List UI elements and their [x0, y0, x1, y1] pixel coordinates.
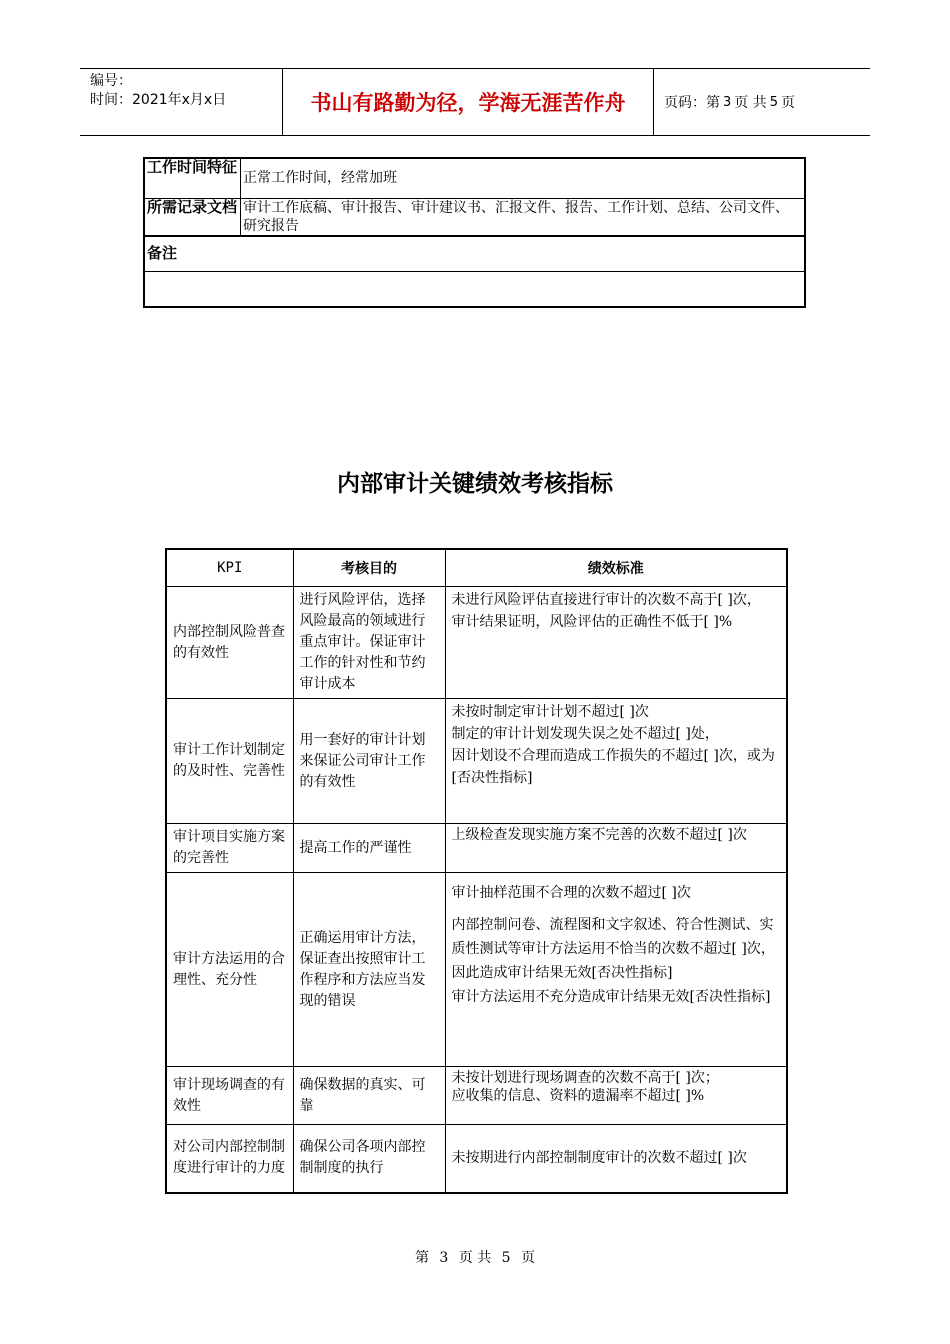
- table-row: [166, 587, 787, 699]
- table-row: [166, 1067, 787, 1125]
- document-number-label: 编号：: [90, 73, 132, 89]
- page-prefix: 页码：第: [664, 95, 720, 111]
- kpi-purpose: 提高工作的严谨性: [293, 824, 445, 873]
- standard-line: 审计结果证明，风险评估的正确性不低于[ ]%: [451, 614, 733, 630]
- page-footer: [0, 1247, 950, 1267]
- row-value: [241, 158, 806, 198]
- table-row: [166, 824, 787, 873]
- standard-line: 制定的审计计划发现失误之处不超过[ ]处，: [451, 726, 719, 742]
- kpi-name: 审计现场调查的有效性: [166, 1067, 293, 1125]
- kpi-standard: [445, 824, 787, 873]
- kpi-purpose: 进行风险评估，选择风险最高的领域进行重点审计。保证审计工作的针对性和节约审计成本: [293, 587, 445, 699]
- column-header-purpose: 考核目的: [293, 549, 445, 587]
- kpi-name: 审计工作计划制定的及时性、完善性: [166, 699, 293, 824]
- row-label: 所需记录文档: [144, 198, 241, 236]
- remark-value: [144, 271, 805, 307]
- kpi-name: 内部控制风险普查的有效性: [166, 587, 293, 699]
- row-value: 审计工作底稿、审计报告、审计建议书、汇报文件、报告、工作计划、总结、公司文件、研究报告: [241, 198, 806, 236]
- header-page-number: [654, 69, 870, 135]
- kpi-purpose: 确保数据的真实、可靠: [293, 1067, 445, 1125]
- kpi-standard: [445, 1067, 787, 1125]
- standard-line: 未按期进行内部控制制度审计的次数不超过[ ]次: [451, 1149, 747, 1166]
- page-total: 5: [769, 94, 779, 110]
- kpi-name: 审计项目实施方案的完善性: [166, 824, 293, 873]
- page-current: 3: [723, 94, 732, 110]
- table-row: [166, 699, 787, 824]
- standard-line: 审计抽样范围不合理的次数不超过[ ]次: [451, 885, 691, 901]
- standard-line: 应收集的信息、资料的遗漏率不超过[ ]%: [451, 1088, 705, 1104]
- footer-suffix: 页: [521, 1250, 536, 1266]
- kpi-purpose: 确保公司各项内部控制制度的执行: [293, 1125, 445, 1193]
- footer-total: 5: [501, 1250, 511, 1266]
- table-row: [144, 236, 805, 271]
- standard-line: 审计方法运用不充分造成审计结果无效[否决性指标]: [451, 989, 771, 1005]
- kpi-standard: [445, 587, 787, 699]
- kpi-standard: [445, 699, 787, 824]
- standard-line: 未进行风险评估直接进行审计的次数不高于[ ]次，: [451, 592, 761, 608]
- standard-line: 未按计划进行现场调查的次数不高于[ ]次；: [451, 1070, 719, 1086]
- section-title: 内部审计关键绩效考核指标: [337, 471, 613, 497]
- kpi-name: 对公司内部控制制度进行审计的力度: [166, 1125, 293, 1193]
- kpi-purpose: 正确运用审计方法，保证查出按照审计工作程序和方法应当发现的错误: [293, 873, 445, 1067]
- table-row: [144, 271, 805, 307]
- footer-current: 3: [439, 1250, 449, 1266]
- column-header-kpi: KPI: [166, 549, 293, 587]
- job-info-table: [143, 157, 806, 308]
- document-date: 时间：2021年x月x日: [90, 92, 227, 108]
- page-suffix: 页: [781, 95, 796, 111]
- kpi-purpose: 用一套好的审计计划来保证公司审计工作的有效性: [293, 699, 445, 824]
- kpi-table: [165, 548, 788, 1194]
- header-motto: 书山有路勤为径，学海无涯苦作舟: [282, 69, 654, 135]
- footer-mid: 页 共: [458, 1250, 492, 1266]
- row-value-text: 正常工作时间，经常加班: [243, 170, 397, 187]
- standard-line: 内部控制问卷、流程图和文字叙述、符合性测试、实质性测试等审计方法运用不恰当的次数不超过[ ]次，因此造成审计结果无效[否决性指标]: [451, 917, 775, 981]
- kpi-header-row: [166, 549, 787, 587]
- standard-line: 未按时制定审计计划不超过[ ]次: [451, 704, 649, 720]
- row-label: 工作时间特征: [144, 158, 241, 198]
- column-header-standard: 绩效标准: [445, 549, 787, 587]
- page-mid: 页 共: [734, 95, 767, 111]
- header-meta: [80, 69, 282, 135]
- kpi-standard: [445, 873, 787, 1067]
- page-header: [80, 68, 870, 136]
- standard-line: 上级检查发现实施方案不完善的次数不超过[ ]次: [451, 827, 747, 843]
- kpi-standard: [445, 1125, 787, 1193]
- standard-line: 因计划设不合理而造成工作损失的不超过[ ]次，或为[否决性指标]: [451, 748, 775, 786]
- table-row: [144, 198, 805, 236]
- table-row: [166, 1125, 787, 1193]
- remark-label: [144, 236, 805, 271]
- kpi-name: 审计方法运用的合理性、充分性: [166, 873, 293, 1067]
- table-row: [166, 873, 787, 1067]
- table-row: [144, 158, 805, 198]
- footer-prefix: 第: [414, 1250, 429, 1266]
- remark-label-text: 备注: [147, 244, 178, 263]
